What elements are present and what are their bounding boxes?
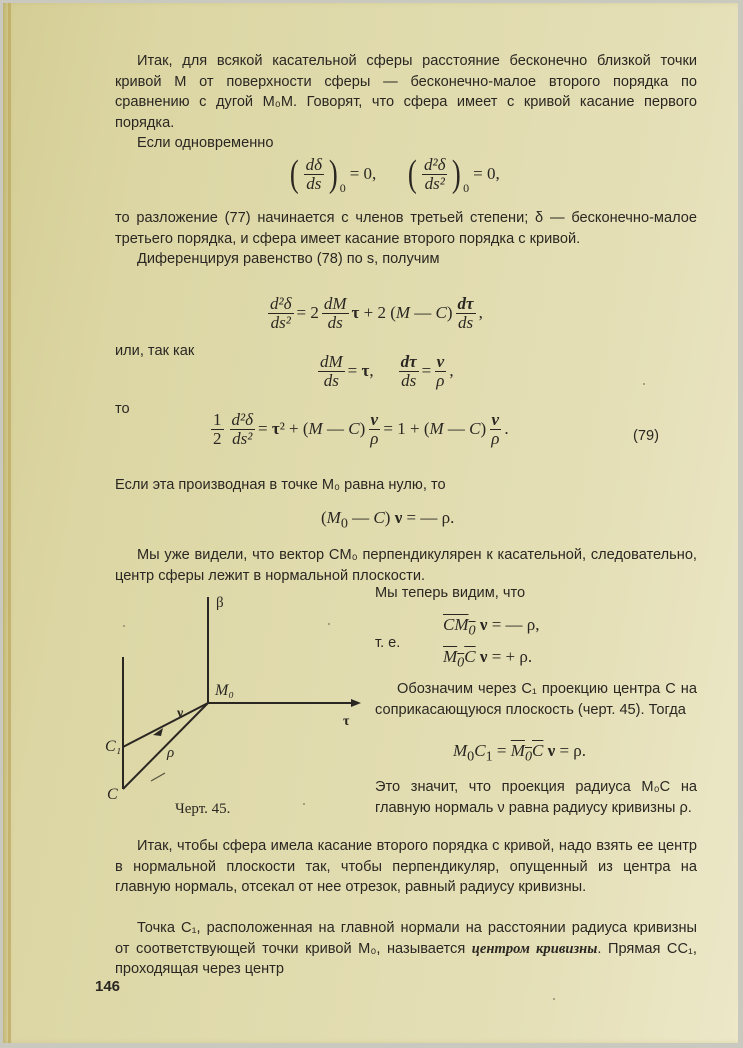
text-ie: т. е. — [375, 635, 401, 651]
radius-rho-line — [123, 703, 208, 789]
term-center-of-curvature: центром кривизны — [471, 940, 598, 957]
label-rho: ρ — [167, 745, 175, 761]
figure-caption: Черт. 45. — [175, 801, 231, 817]
book-page — [3, 3, 738, 1043]
formula-m0-minus-c: ($M_0$ — C) ν = — ρ. — [321, 508, 455, 532]
formula-m0c1: $M_0C_1 = M_0C$ ν = ρ. — [453, 741, 587, 765]
label-tau: τ — [343, 714, 350, 729]
page-number: 146 — [95, 978, 121, 995]
paragraph-tangent-sphere — [115, 51, 697, 154]
label-c: C — [107, 786, 118, 803]
paragraph-center-of-curvature — [115, 918, 697, 980]
paragraph-text: Это значит, что проекция радиуса M₀C на главную нормаль ν равна радиусу кривизны ρ. — [375, 779, 697, 816]
paragraph-text: Обозначим через C₁ проекцию центра C на соприкасающуюся плоскость (черт. 45). Тогда — [375, 681, 697, 718]
text-or-since: или, так как — [115, 343, 195, 359]
formula-m0c-nu: $M_0C$ ν = + ρ. — [443, 647, 533, 671]
paragraph-text: Итак, для всякой касательной сферы расстояние бесконечно близкой точки кривой M от поверхности сферы — бесконечно-малое второго порядка по сравнению с дугой M₀M. Говорят, что сфера имеет с кривой касание первого порядка. — [115, 53, 697, 131]
scan-speck — [123, 625, 125, 627]
paragraph-third-order-contact — [115, 208, 697, 270]
formula-79: $\frac{1}{2}$ $\frac{\text{d²δ}}{\text{ds²}}$ = τ² + (M — C) $\frac{\nu}{\rho}$ = 1 + (M — C) $\frac{\nu}{\rho}$ . — [213, 410, 509, 448]
label-m0: M₀ — [215, 682, 234, 699]
label-c1: C₁ — [105, 738, 122, 755]
paragraph-derivative-zero — [115, 475, 697, 496]
label-nu: ν — [177, 706, 184, 721]
paragraph-projection-meaning — [375, 777, 697, 818]
paragraph-text: то разложение (77) начинается с членов третьей степени; δ — бесконечно-малое третьего порядка, и сфера имеет касание второго порядка с кривой. — [115, 210, 697, 247]
paragraph-text: Итак, чтобы сфера имела касание второго порядка с кривой, надо взять ее центр в нормальной плоскости так, чтобы перпендикуляр, опущенный из центра на главную нормаль, отсекал от нее отрезок, равный радиусу кривизны. — [115, 838, 697, 895]
normal-nu-line — [123, 703, 208, 747]
formula-cm0-nu: $CM_0$ ν = — ρ, — [443, 615, 540, 639]
formula-first-and-second-derivative-zero: ( $\frac{d\delta}{ds}$ ) 0 = 0, ( $\frac{\text{d²δ}}{\text{ds²}}$ ) 0 = 0, — [289, 153, 500, 195]
paragraph-normal-plane — [115, 545, 697, 586]
text-we-now-see: Мы теперь видим, что — [375, 585, 526, 601]
label-beta: β — [216, 595, 224, 611]
scan-speck — [643, 383, 645, 385]
scan-speck — [553, 998, 555, 1000]
formula-second-derivative-expansion: $\frac{\text{d²δ}}{\text{ds²}}$ = 2 $\frac{dM}{ds}$ τ + 2 (M — C) $\frac{d\tau}{ds}$ , — [270, 294, 483, 332]
equation-number-79: (79) — [633, 428, 659, 444]
figure-45-diagram — [103, 583, 363, 813]
tau-arrow-icon — [351, 699, 361, 707]
paragraph-text: Если эта производная в точке M₀ равна нулю, то — [115, 477, 446, 493]
scan-mark — [151, 773, 165, 781]
scan-speck — [303, 803, 305, 805]
paragraph-text: Если одновременно — [137, 135, 274, 151]
paragraph-text: . Прямая CC₁, проходящая через центр — [115, 940, 697, 977]
paragraph-second-order-contact — [115, 836, 697, 898]
scan-speck — [328, 623, 330, 625]
text-then: то — [115, 401, 130, 417]
paragraph-text: Мы уже видели, что вектор CM₀ перпендикулярен к касательной, следовательно, центр сферы лежит в нормальной плоскости. — [115, 547, 697, 584]
paragraph-text: Точка C₁, расположенная на главной нормали на расстоянии радиуса кривизны от соответствующей точки кривой M₀, называется — [115, 920, 697, 957]
page-spine-shadow — [8, 3, 11, 1043]
formula-frenet-relations: $\frac{dM}{ds}$ = τ, $\frac{d\tau}{ds}$ = $\frac{\nu}{\rho}$ , — [320, 352, 454, 390]
paragraph-projection-c1 — [375, 679, 697, 720]
paragraph-text: Диференцируя равенство (78) по s, получим — [137, 251, 440, 267]
